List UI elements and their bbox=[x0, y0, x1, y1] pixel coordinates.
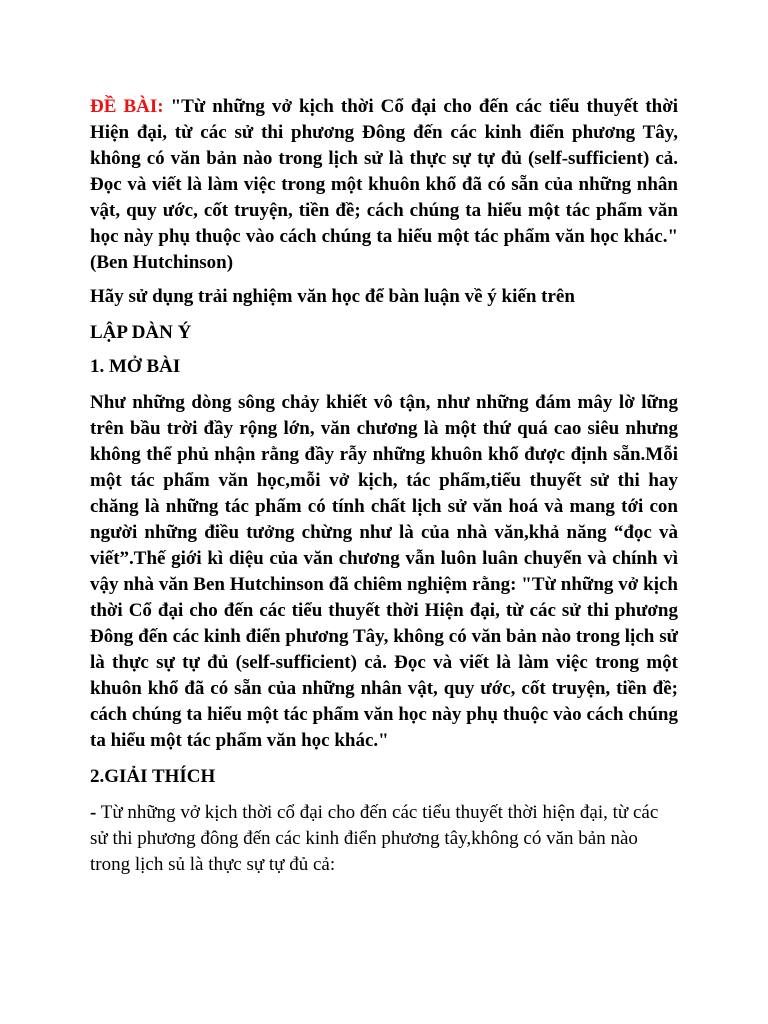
outline-heading: LẬP DÀN Ý bbox=[90, 322, 192, 343]
topic-task: Hãy sử dụng trải nghiệm văn học để bàn luận về ý kiến trên bbox=[90, 286, 575, 307]
section2-body-paragraph bbox=[90, 800, 678, 878]
section2-heading: 2.GIẢI THÍCH bbox=[90, 766, 216, 787]
topic-paragraph bbox=[90, 94, 678, 276]
section2-body: Từ những vở kịch thời cổ đại cho đến các tiểu thuyết thời hiện đại, từ các sử thi phương đông đến các kinh điển phương tây,không có văn bản nào trong lịch sủ là thực sự tự đủ cả: bbox=[90, 802, 659, 875]
topic-label: ĐỀ BÀI: bbox=[90, 96, 164, 117]
section1-heading: 1. MỞ BÀI bbox=[90, 356, 181, 377]
topic-prompt: "Từ những vở kịch thời Cổ đại cho đến các tiểu thuyết thời Hiện đại, từ các sử thi phương Đông đến các kinh điển phương Tây, không có văn bản nào trong lịch sử là thực sự tự đủ (self-sufficient) cả. Đọc và viết là làm việc trong một khuôn khổ đã có sẵn của những nhân vật, quy ước, cốt truyện, tiền đề; cách chúng ta hiểu một tác phẩm văn học này phụ thuộc vào cách chúng ta hiểu một tác phẩm văn học khác." (Ben Hutchinson) bbox=[90, 96, 679, 273]
section1-body: Như những dòng sông chảy khiết vô tận, như những đám mây lờ lững trên bầu trời đầy rộng lớn, văn chương là một thứ quá cao siêu nhưng không thể phủ nhận rằng đầy rẫy những khuôn khổ được định sẵn.Mỗi một tác phẩm văn học,mỗi vở kịch, tác phẩm,tiểu thuyết sử thi hay chăng là những tác phẩm có tính chất lịch sử văn hoá và mang tới con người những điều tưởng chừng như là của nhà văn,khả năng “đọc và viết”.Thế giới kì diệu của văn chương vẫn luôn luân chuyển và chính vì vậy nhà văn Ben Hutchinson đã chiêm nghiệm rằng: "Từ những vở kịch thời Cổ đại cho đến các tiểu thuyết thời Hiện đại, từ các sử thi phương Đông đến các kinh điển phương Tây, không có văn bản nào trong lịch sử là thực sự tự đủ (self-sufficient) cả. Đọc và viết là làm việc trong một khuôn khổ đã có sẵn của những nhân vật, quy ước, cốt truyện, tiền đề; cách chúng ta hiểu một tác phẩm văn học này phụ thuộc vào cách chúng ta hiểu một tác phẩm văn học khác." bbox=[90, 392, 678, 751]
document-page bbox=[90, 94, 678, 878]
section2-dash: - bbox=[90, 802, 97, 823]
